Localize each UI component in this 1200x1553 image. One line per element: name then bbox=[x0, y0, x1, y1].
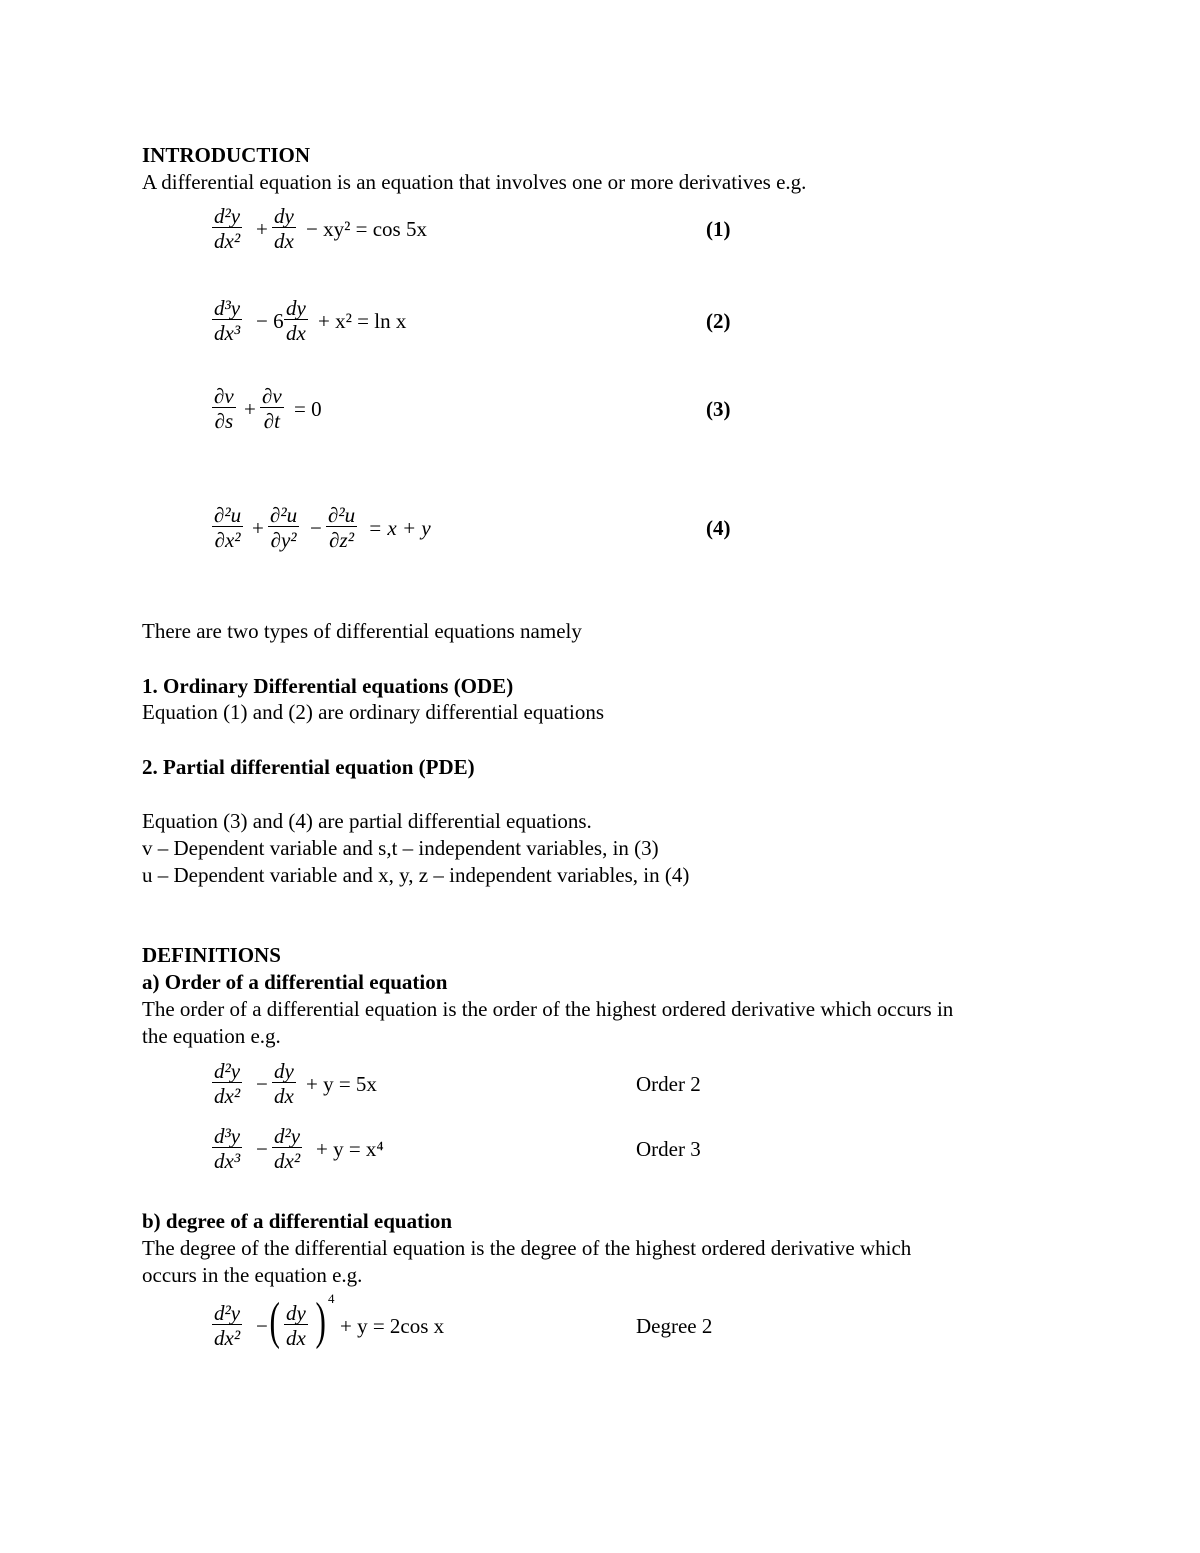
degree-ex1-rest: + y = 2cos x bbox=[340, 1314, 445, 1338]
eq1-fraction-1 bbox=[212, 206, 242, 252]
order-ex1-rest: + y = 5x bbox=[306, 1072, 377, 1096]
degree-ex1-f2-numerator: dy bbox=[286, 1301, 306, 1325]
eq4-f1-numerator: ∂²u bbox=[214, 503, 242, 527]
eq2-fraction-1 bbox=[212, 298, 242, 344]
eq1-f2-denominator: dx bbox=[274, 229, 294, 253]
pde-text: Equation (3) and (4) are partial differential equations. bbox=[142, 809, 592, 833]
degree-ex1-fraction-1 bbox=[212, 1303, 242, 1349]
order-ex1-f2-numerator: dy bbox=[274, 1059, 294, 1083]
eq1-f1-denominator: dx² bbox=[214, 229, 241, 253]
order-ex1-f1-numerator: d²y bbox=[214, 1059, 241, 1083]
ode-text: Equation (1) and (2) are ordinary differential equations bbox=[142, 700, 605, 724]
eq4-operator-1: + bbox=[252, 516, 264, 540]
eq1-f2-numerator: dy bbox=[274, 204, 294, 228]
degree-ex1-label: Degree 2 bbox=[636, 1314, 713, 1338]
order-ex2-operator: − bbox=[256, 1137, 268, 1161]
eq2-f1-denominator: dx³ bbox=[214, 321, 241, 345]
eq1-fraction-2 bbox=[272, 206, 296, 252]
order-ex2-f2-numerator: d²y bbox=[274, 1124, 301, 1148]
eq4-fraction-3 bbox=[326, 505, 357, 551]
order-ex1-operator: − bbox=[256, 1072, 268, 1096]
v-variables-line: v – Dependent variable and s,t – independent variables, in (3) bbox=[142, 836, 659, 860]
order-ex1-fraction-2 bbox=[272, 1061, 296, 1107]
eq1-label: (1) bbox=[706, 217, 731, 241]
eq2-rest: + x² = ln x bbox=[318, 309, 407, 333]
degree-ex1-fraction-2 bbox=[284, 1303, 308, 1349]
degree-text-line-1: The degree of the differential equation is the degree of the highest ordered derivative which bbox=[142, 1236, 912, 1260]
order-ex1-fraction-1 bbox=[212, 1061, 242, 1107]
degree-ex1-power: 4 bbox=[328, 1291, 335, 1306]
types-intro: There are two types of differential equations namely bbox=[142, 619, 582, 643]
eq4-f1-denominator: ∂x² bbox=[212, 526, 243, 551]
eq2-operator: − 6 bbox=[256, 309, 284, 333]
degree-text-line-2: occurs in the equation e.g. bbox=[142, 1263, 363, 1287]
eq4-f3-denominator: ∂z² bbox=[326, 526, 357, 551]
eq1-operator: + bbox=[256, 217, 268, 241]
order-ex2-f1-denominator: dx³ bbox=[214, 1149, 241, 1173]
eq4-rest: = x + y bbox=[368, 516, 431, 540]
eq4-label: (4) bbox=[706, 516, 731, 540]
order-ex1-f1-denominator: dx² bbox=[214, 1084, 241, 1108]
degree-ex1-f1-denominator: dx² bbox=[214, 1326, 241, 1350]
intro-heading: INTRODUCTION bbox=[142, 143, 311, 167]
left-paren: ( bbox=[269, 1293, 280, 1350]
eq3-rest: = 0 bbox=[294, 397, 322, 421]
eq4-fraction-1 bbox=[212, 505, 243, 551]
eq3-fraction-2 bbox=[260, 386, 284, 432]
intro-text: A differential equation is an equation that involves one or more derivatives e.g. bbox=[142, 170, 807, 194]
pde-heading: 2. Partial differential equation (PDE) bbox=[142, 755, 475, 779]
order-ex1-label: Order 2 bbox=[636, 1072, 701, 1096]
ode-heading: 1. Ordinary Differential equations (ODE) bbox=[142, 674, 514, 698]
eq4-f2-numerator: ∂²u bbox=[270, 503, 298, 527]
eq2-f2-numerator: dy bbox=[286, 296, 306, 320]
eq4-f3-numerator: ∂²u bbox=[328, 503, 356, 527]
eq3-f1-numerator: ∂v bbox=[214, 384, 234, 408]
eq1-f1-numerator: d²y bbox=[214, 204, 241, 228]
eq3-f2-numerator: ∂v bbox=[262, 384, 282, 408]
eq2-fraction-2 bbox=[284, 298, 308, 344]
order-ex1-f2-denominator: dx bbox=[274, 1084, 294, 1108]
eq2-f1-numerator: d³y bbox=[214, 296, 241, 320]
degree-ex1-operator: − bbox=[256, 1314, 268, 1338]
eq4-operator-2: − bbox=[310, 516, 322, 540]
eq3-f2-denominator: ∂t bbox=[260, 407, 284, 432]
order-ex2-rest: + y = x⁴ bbox=[316, 1137, 384, 1161]
order-ex2-f1-numerator: d³y bbox=[214, 1124, 241, 1148]
order-ex2-label: Order 3 bbox=[636, 1137, 701, 1161]
eq3-fraction-1 bbox=[212, 386, 236, 432]
eq2-label: (2) bbox=[706, 309, 731, 333]
u-variables-line: u – Dependent variable and x, y, z – independent variables, in (4) bbox=[142, 863, 690, 887]
eq2-f2-denominator: dx bbox=[286, 321, 306, 345]
eq4-f2-denominator: ∂y² bbox=[268, 526, 299, 551]
eq1-rest: − xy² = cos 5x bbox=[306, 217, 427, 241]
right-paren: ) bbox=[315, 1293, 326, 1350]
eq3-f1-denominator: ∂s bbox=[212, 407, 236, 432]
order-text-line-1: The order of a differential equation is the order of the highest ordered derivative which occurs in bbox=[142, 997, 954, 1021]
eq4-fraction-2 bbox=[268, 505, 299, 551]
degree-ex1-f2-denominator: dx bbox=[286, 1326, 306, 1350]
order-ex2-fraction-1 bbox=[212, 1126, 242, 1172]
degree-ex1-f1-numerator: d²y bbox=[214, 1301, 241, 1325]
eq3-operator: + bbox=[244, 397, 256, 421]
order-ex2-f2-denominator: dx² bbox=[274, 1149, 301, 1173]
order-text-line-2: the equation e.g. bbox=[142, 1024, 281, 1048]
order-heading: a) Order of a differential equation bbox=[142, 970, 448, 994]
order-ex2-fraction-2 bbox=[272, 1126, 302, 1172]
eq3-label: (3) bbox=[706, 397, 731, 421]
degree-heading: b) degree of a differential equation bbox=[142, 1209, 453, 1233]
definitions-heading: DEFINITIONS bbox=[142, 943, 281, 967]
